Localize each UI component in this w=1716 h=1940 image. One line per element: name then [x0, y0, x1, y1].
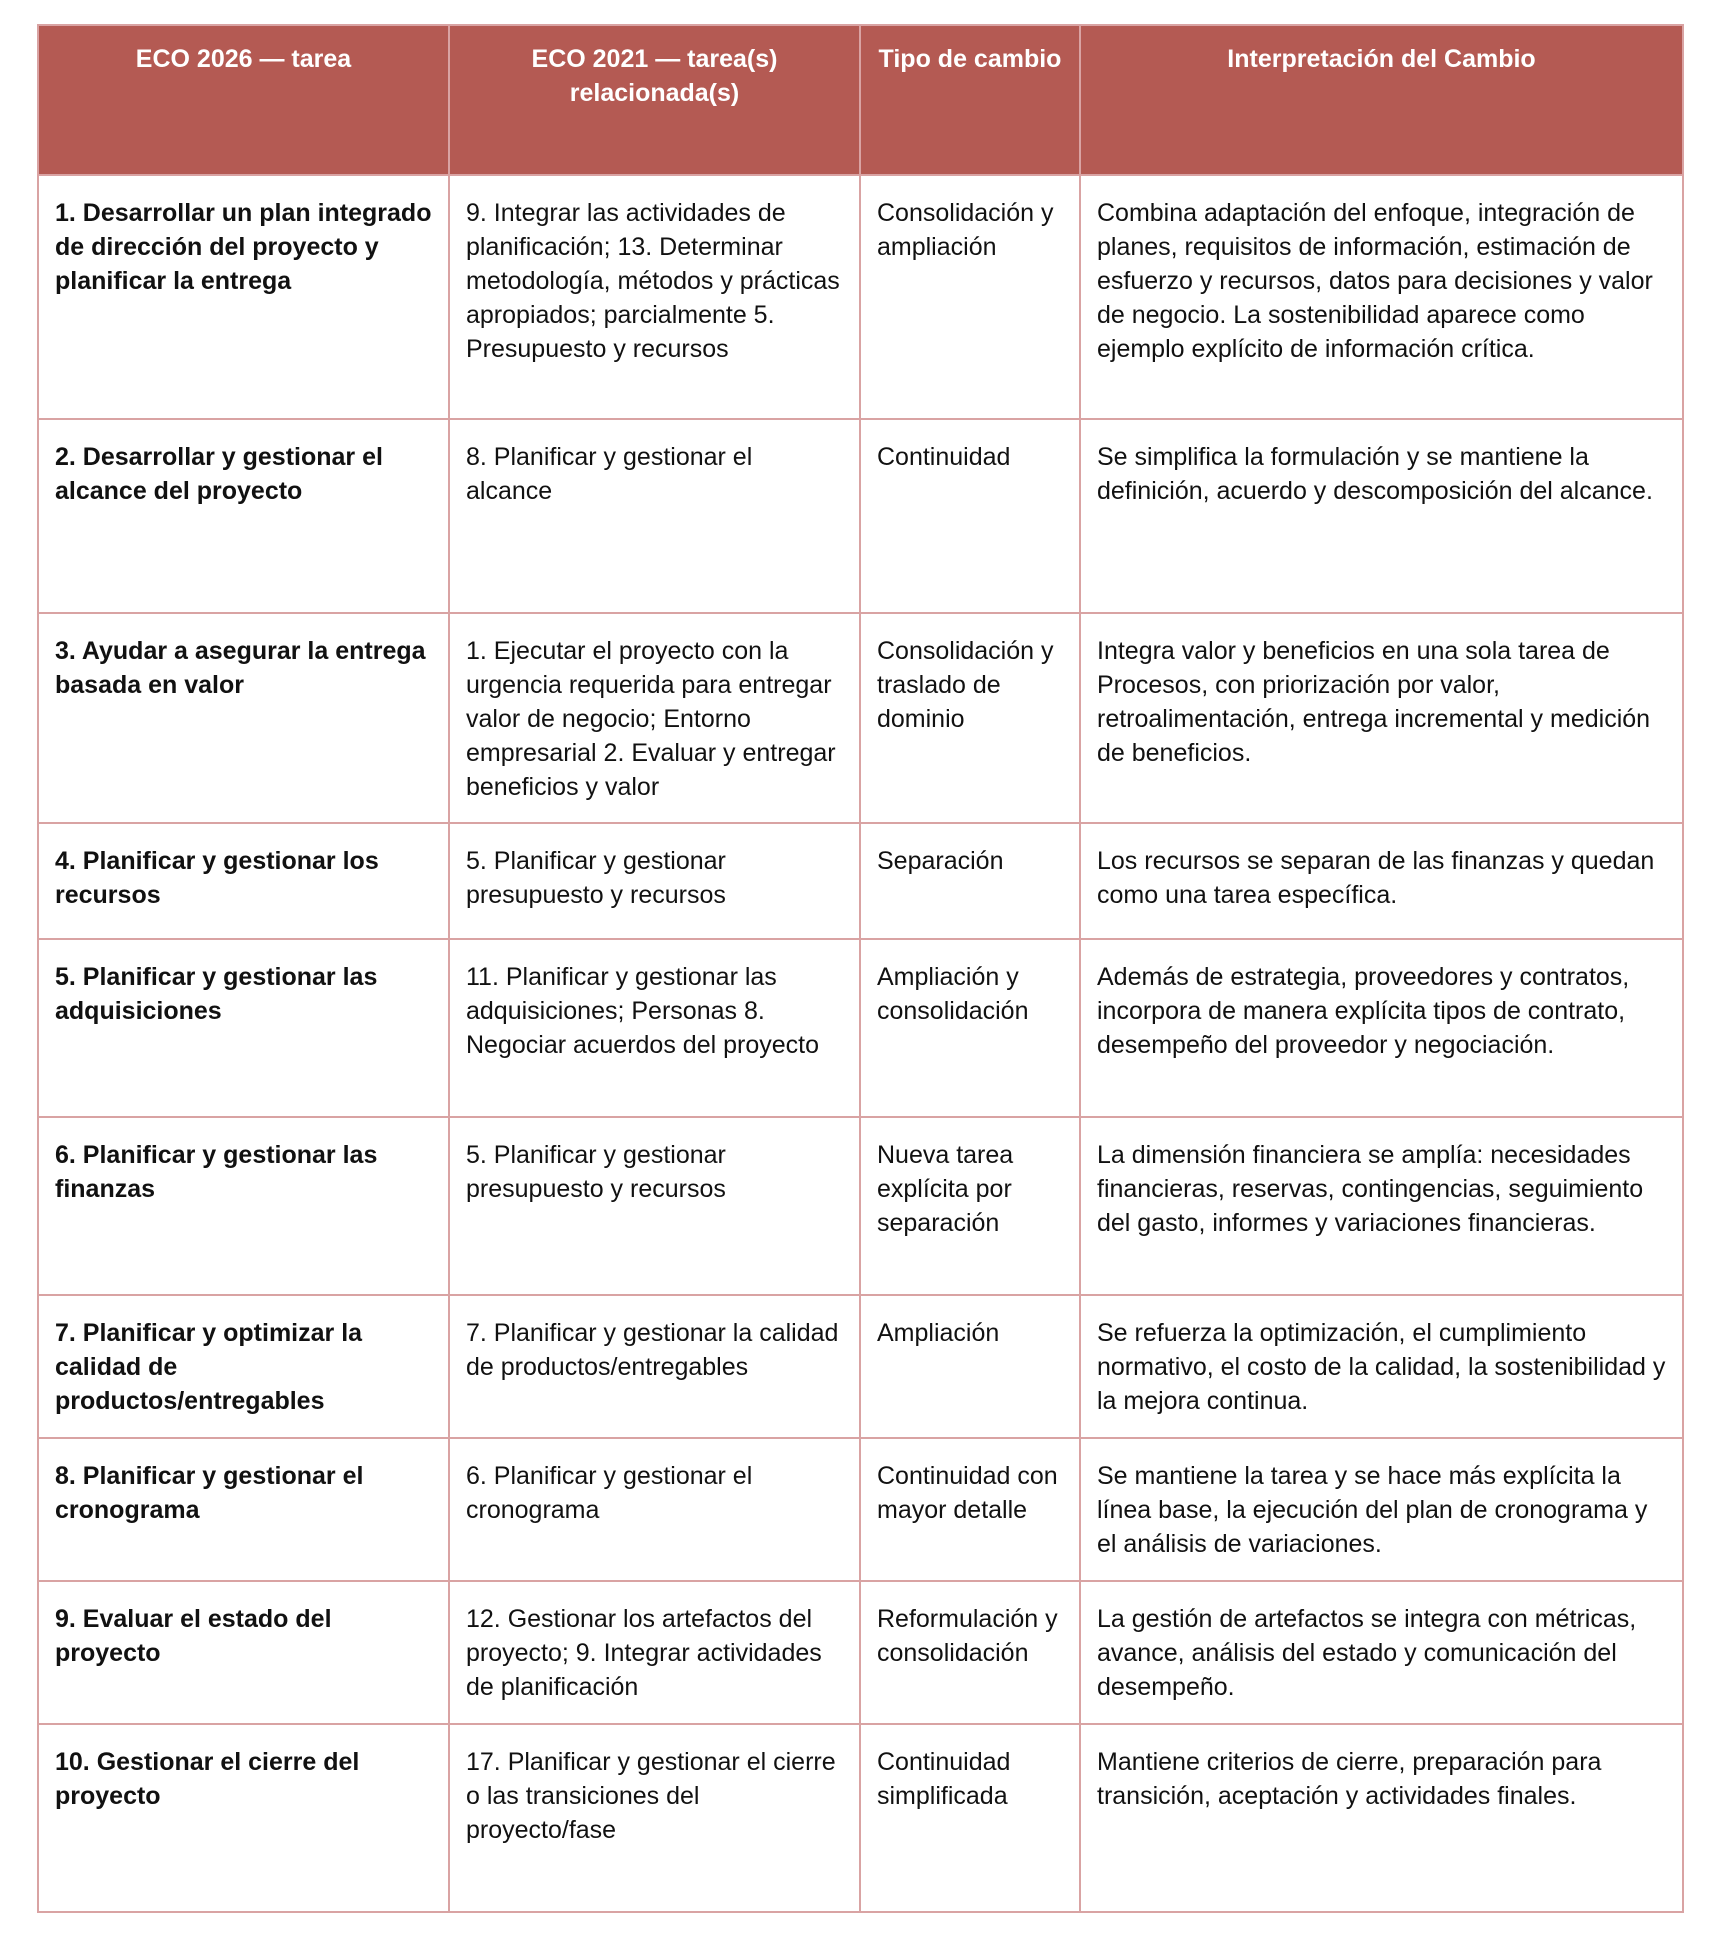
table-row — [38, 419, 1683, 613]
cell-interpretation: Integra valor y beneficios en una sola tarea de Procesos, con priorización por valor, retroalimentación, entrega incremental y medición de beneficios. — [1080, 613, 1683, 823]
cell-change-type: Continuidad simplificada — [860, 1724, 1080, 1912]
cell-eco-2026-task: 4. Planificar y gestionar los recursos — [38, 823, 449, 939]
cell-eco-2021-related: 7. Planificar y gestionar la calidad de productos/entregables — [449, 1295, 860, 1438]
cell-eco-2026-task: 6. Planificar y gestionar las finanzas — [38, 1117, 449, 1295]
table-row — [38, 613, 1683, 823]
cell-change-type: Reformulación y consolidación — [860, 1581, 1080, 1724]
cell-interpretation: La dimensión financiera se amplía: necesidades financieras, reservas, contingencias, seguimiento del gasto, informes y variaciones financieras. — [1080, 1117, 1683, 1295]
cell-interpretation: Se refuerza la optimización, el cumplimiento normativo, el costo de la calidad, la sostenibilidad y la mejora continua. — [1080, 1295, 1683, 1438]
header-interpretation: Interpretación del Cambio — [1080, 25, 1683, 175]
cell-interpretation: Los recursos se separan de las finanzas y quedan como una tarea específica. — [1080, 823, 1683, 939]
cell-change-type: Ampliación — [860, 1295, 1080, 1438]
table-row — [38, 1117, 1683, 1295]
cell-interpretation: Además de estrategia, proveedores y contratos, incorpora de manera explícita tipos de contrato, desempeño del proveedor y negociación. — [1080, 939, 1683, 1117]
eco-comparison-table — [37, 24, 1684, 1913]
table-body — [38, 175, 1683, 1912]
table-row — [38, 175, 1683, 419]
cell-change-type: Ampliación y consolidación — [860, 939, 1080, 1117]
table-row — [38, 939, 1683, 1117]
table-header — [38, 25, 1683, 175]
cell-eco-2021-related: 6. Planificar y gestionar el cronograma — [449, 1438, 860, 1581]
cell-eco-2026-task: 9. Evaluar el estado del proyecto — [38, 1581, 449, 1724]
cell-eco-2026-task: 10. Gestionar el cierre del proyecto — [38, 1724, 449, 1912]
cell-eco-2021-related: 11. Planificar y gestionar las adquisiciones; Personas 8. Negociar acuerdos del proyecto — [449, 939, 860, 1117]
cell-change-type: Separación — [860, 823, 1080, 939]
table-row — [38, 823, 1683, 939]
cell-change-type: Consolidación y ampliación — [860, 175, 1080, 419]
cell-change-type: Continuidad — [860, 419, 1080, 613]
cell-eco-2021-related: 17. Planificar y gestionar el cierre o las transiciones del proyecto/fase — [449, 1724, 860, 1912]
header-eco-2021: ECO 2021 — tarea(s) relacionada(s) — [449, 25, 860, 175]
table-row — [38, 1581, 1683, 1724]
header-change-type: Tipo de cambio — [860, 25, 1080, 175]
cell-eco-2021-related: 5. Planificar y gestionar presupuesto y recursos — [449, 1117, 860, 1295]
cell-change-type: Nueva tarea explícita por separación — [860, 1117, 1080, 1295]
cell-interpretation: La gestión de artefactos se integra con métricas, avance, análisis del estado y comunicación del desempeño. — [1080, 1581, 1683, 1724]
cell-interpretation: Se mantiene la tarea y se hace más explícita la línea base, la ejecución del plan de cronograma y el análisis de variaciones. — [1080, 1438, 1683, 1581]
cell-eco-2026-task: 3. Ayudar a asegurar la entrega basada en valor — [38, 613, 449, 823]
header-eco-2026: ECO 2026 — tarea — [38, 25, 449, 175]
table-row — [38, 1295, 1683, 1438]
cell-interpretation: Combina adaptación del enfoque, integración de planes, requisitos de información, estimación de esfuerzo y recursos, datos para decisiones y valor de negocio. La sostenibilidad aparece como ejemplo explícito de información crítica. — [1080, 175, 1683, 419]
cell-eco-2021-related: 8. Planificar y gestionar el alcance — [449, 419, 860, 613]
cell-interpretation: Se simplifica la formulación y se mantiene la definición, acuerdo y descomposición del alcance. — [1080, 419, 1683, 613]
cell-change-type: Continuidad con mayor detalle — [860, 1438, 1080, 1581]
cell-eco-2026-task: 2. Desarrollar y gestionar el alcance del proyecto — [38, 419, 449, 613]
cell-interpretation: Mantiene criterios de cierre, preparación para transición, aceptación y actividades finales. — [1080, 1724, 1683, 1912]
comparison-table-container — [37, 24, 1684, 1913]
cell-eco-2021-related: 12. Gestionar los artefactos del proyecto; 9. Integrar actividades de planificación — [449, 1581, 860, 1724]
cell-eco-2021-related: 5. Planificar y gestionar presupuesto y recursos — [449, 823, 860, 939]
cell-eco-2026-task: 5. Planificar y gestionar las adquisiciones — [38, 939, 449, 1117]
table-row — [38, 1438, 1683, 1581]
header-row — [38, 25, 1683, 175]
cell-eco-2026-task: 7. Planificar y optimizar la calidad de productos/entregables — [38, 1295, 449, 1438]
cell-eco-2026-task: 8. Planificar y gestionar el cronograma — [38, 1438, 449, 1581]
cell-eco-2021-related: 1. Ejecutar el proyecto con la urgencia requerida para entregar valor de negocio; Entorno empresarial 2. Evaluar y entregar beneficios y valor — [449, 613, 860, 823]
cell-eco-2021-related: 9. Integrar las actividades de planificación; 13. Determinar metodología, métodos y prácticas apropiados; parcialmente 5. Presupuesto y recursos — [449, 175, 860, 419]
table-row — [38, 1724, 1683, 1912]
cell-eco-2026-task: 1. Desarrollar un plan integrado de dirección del proyecto y planificar la entrega — [38, 175, 449, 419]
cell-change-type: Consolidación y traslado de dominio — [860, 613, 1080, 823]
